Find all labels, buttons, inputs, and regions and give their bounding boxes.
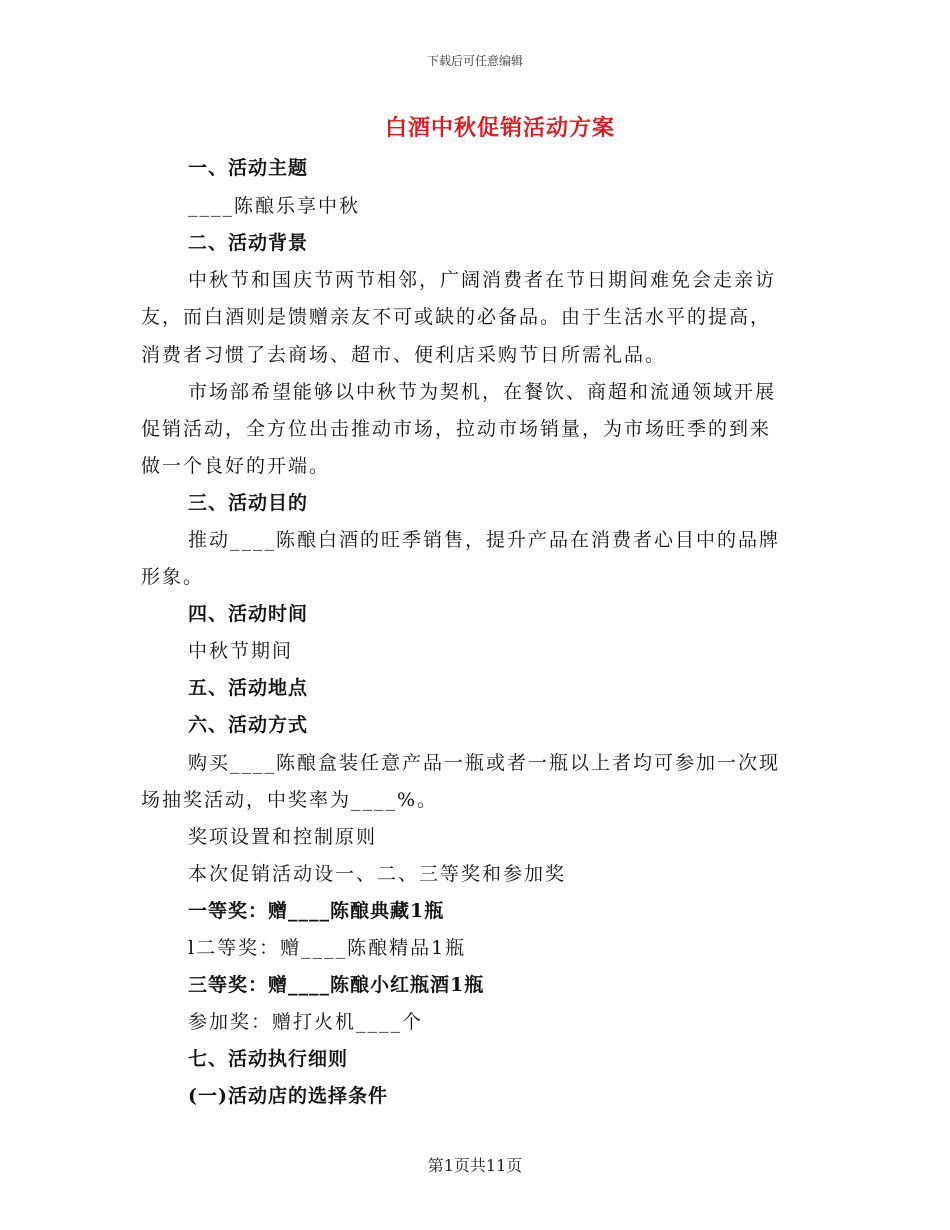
section-heading-location: 五、活动地点 [188,677,309,699]
prize-first: 一等奖：赠____陈酿典藏1瓶 [188,900,445,922]
paragraph-line: 形象。 [141,566,205,588]
paragraph-line: 消费者习惯了去商场、超市、便利店采购节日所需礼品。 [141,344,667,366]
prize-third: 三等奖：赠____陈酿小红瓶酒1瓶 [188,974,485,996]
paragraph-line: 本次促销活动设一、二、三等奖和参加奖 [188,863,567,885]
section-heading-theme: 一、活动主题 [188,157,309,179]
paragraph-line: 做一个良好的开端。 [141,455,331,477]
paragraph-line: 市场部希望能够以中秋节为契机，在餐饮、商超和流通领域开展 [188,381,777,403]
section-heading-method: 六、活动方式 [188,714,309,736]
paragraph-line: 推动____陈酿白酒的旺季销售，提升产品在消费者心目中的品牌 [188,529,781,551]
prize-participation: 参加奖：赠打火机____个 [188,1011,424,1033]
section-heading-execution: 七、活动执行细则 [188,1048,349,1070]
paragraph-line: 购买____陈酿盒装任意产品一瓶或者一瓶以上者均可参加一次现 [188,752,781,774]
document-title: 白酒中秋促销活动方案 [384,115,615,141]
paragraph-line: 友，而白酒则是馈赠亲友不可或缺的必备品。由于生活水平的提高， [141,306,772,328]
paragraph-line: 中秋节期间 [188,640,294,662]
section-heading-background: 二、活动背景 [188,232,309,254]
paragraph-line: 中秋节和国庆节两节相邻，广阔消费者在节日期间难免会走亲访 [188,269,777,291]
paragraph-line: ____陈酿乐享中秋 [188,195,361,217]
header-note: 下载后可任意编辑 [426,54,523,68]
paragraph-line: 促销活动，全方位出击推动市场，拉动市场销量，为市场旺季的到来 [141,418,772,440]
paragraph-line: 奖项设置和控制原则 [188,826,378,848]
page-footer: 第1页共11页 [427,1156,523,1175]
subsection-heading-store-selection: (一)活动店的选择条件 [188,1085,388,1107]
section-heading-time: 四、活动时间 [188,603,309,625]
prize-second: l二等奖：赠____陈酿精品1瓶 [188,937,467,959]
paragraph-line: 场抽奖活动，中奖率为____%。 [141,789,439,811]
section-heading-purpose: 三、活动目的 [188,492,309,514]
